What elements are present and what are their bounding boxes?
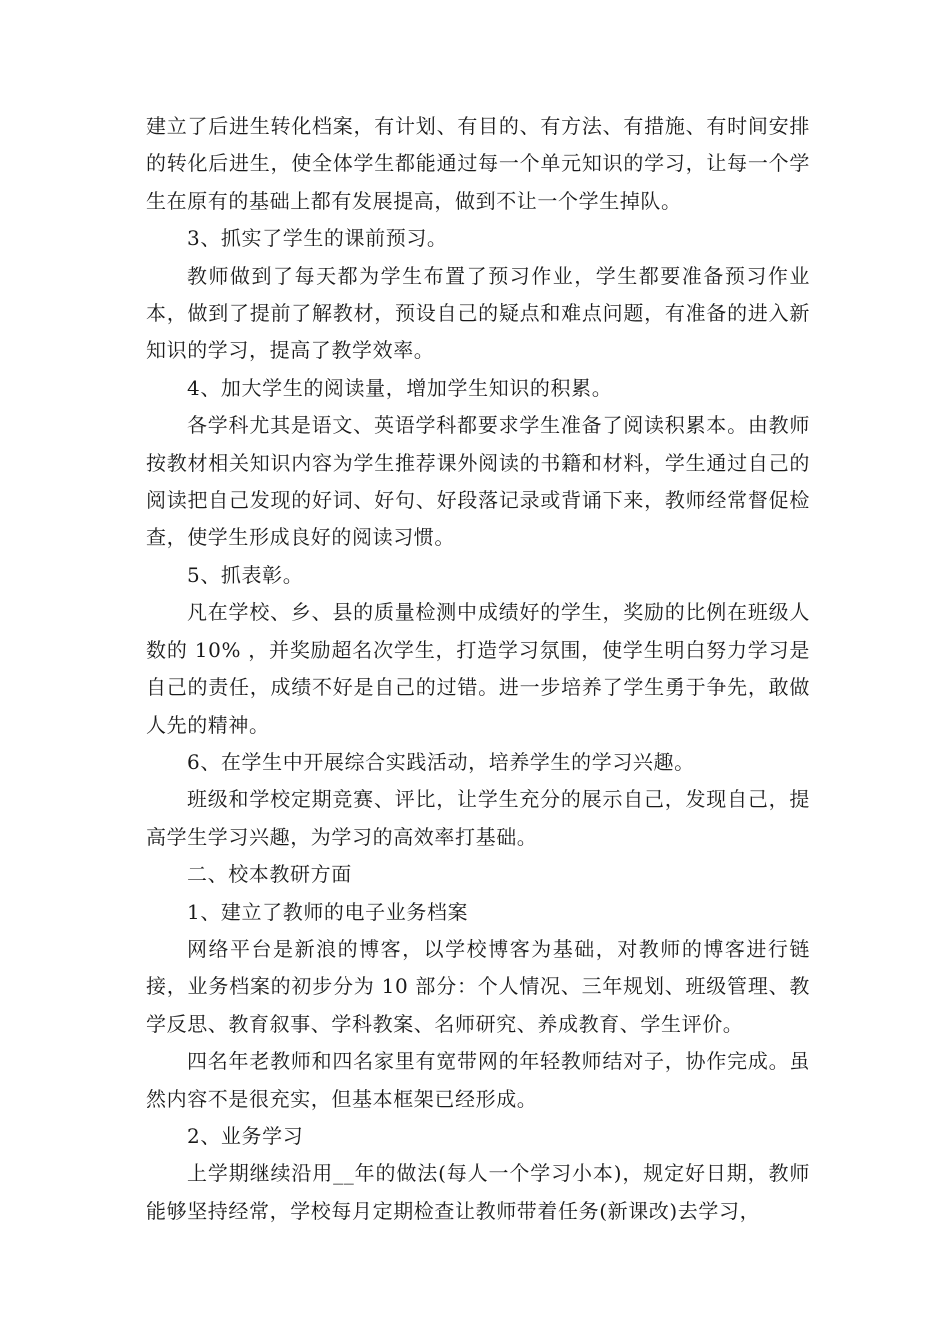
heading-6-activities: 6、在学生中开展综合实践活动，培养学生的学习兴趣。 [187, 749, 695, 774]
heading-2-study: 2、业务学习 [187, 1123, 304, 1148]
heading-4-reading: 4、加大学生的阅读量，增加学生知识的积累。 [187, 375, 613, 400]
paragraph-preview: 教师做到了每天都为学生布置了预习作业，学生都要准备预习作业本，做到了提前了解教材，预设自己的疑点和难点问题，有准备的进入新知识的学习，提高了教学效率。 [146, 263, 810, 363]
heading-1-archive: 1、建立了教师的电子业务档案 [187, 899, 469, 924]
paragraph-pairing: 四名年老教师和四名家里有宽带网的年轻教师结对子，协作完成。虽然内容不是很充实，但基本框架已经形成。 [146, 1049, 810, 1111]
heading-3-preview: 3、抓实了学生的课前预习。 [187, 226, 448, 251]
paragraph-reading: 各学科尤其是语文、英语学科都要求学生准备了阅读积累本。由教师按教材相关知识内容为学生推荐课外阅读的书籍和材料，学生通过自己的阅读把自己发现的好词、好句、好段落记录或背诵下来，教师经常督促检查，使学生形成良好的阅读习惯。 [146, 413, 810, 550]
paragraph-activities: 班级和学校定期竞赛、评比，让学生充分的展示自己，发现自己，提高学生学习兴趣，为学习的高效率打基础。 [146, 787, 810, 849]
document-page [146, 108, 810, 1230]
paragraph-1: 建立了后进生转化档案，有计划、有目的、有方法、有措施、有时间安排的转化后进生，使全体学生都能通过每一个单元知识的学习，让每一个学生在原有的基础上都有发展提高，做到不让一个学生掉队。 [146, 114, 810, 213]
paragraph-study: 上学期继续沿用__年的做法(每人一个学习小本)，规定好日期，教师能够坚持经常，学校每月定期检查让教师带着任务(新课改)去学习， [146, 1161, 810, 1223]
heading-5-praise: 5、抓表彰。 [187, 562, 304, 587]
paragraph-archive: 网络平台是新浪的博客，以学校博客为基础，对教师的博客进行链接，业务档案的初步分为 10 部分：个人情况、三年规划、班级管理、教学反思、教育叙事、学科教案、名师研究、养成教育、学生评价。 [146, 936, 810, 1036]
paragraph-praise: 凡在学校、乡、县的质量检测中成绩好的学生，奖励的比例在班级人数的 10% ，并奖励超名次学生，打造学习氛围，使学生明白努力学习是自己的责任，成绩不好是自己的过错。进一步培养了学生勇于争先，敢做人先的精神。 [146, 600, 810, 737]
section-heading-research: 二、校本教研方面 [187, 862, 352, 887]
